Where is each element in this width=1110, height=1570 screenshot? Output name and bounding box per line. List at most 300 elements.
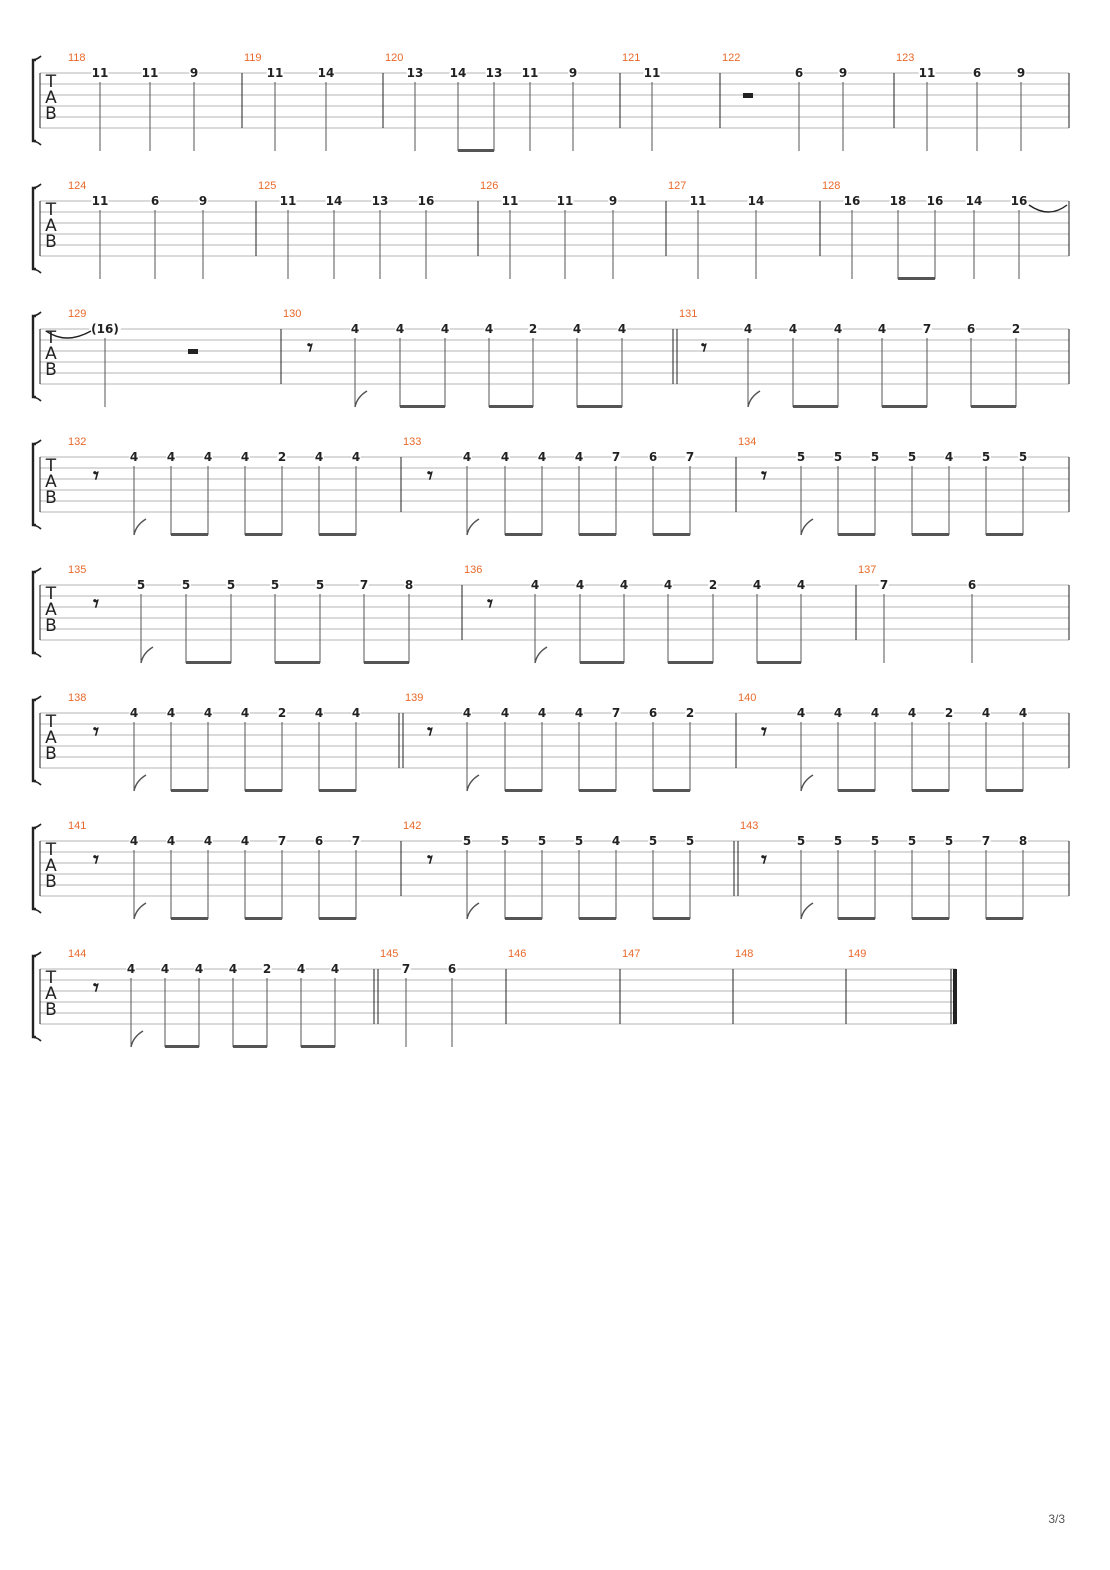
tab-clef-letter: T bbox=[45, 456, 57, 476]
measure-number: 133 bbox=[403, 436, 422, 448]
system-bracket bbox=[33, 572, 36, 653]
beam bbox=[364, 661, 409, 664]
beam bbox=[838, 533, 875, 536]
eighth-flag bbox=[134, 903, 146, 919]
fret-number: 6 bbox=[150, 194, 160, 208]
fret-number: 5 bbox=[648, 834, 658, 848]
fret-number: 7 bbox=[611, 450, 621, 464]
bracket-hook-bottom bbox=[33, 141, 41, 145]
fret-number: 2 bbox=[262, 962, 272, 976]
fret-number: 4 bbox=[228, 962, 238, 976]
fret-number: 11 bbox=[91, 66, 109, 80]
measure-number: 147 bbox=[622, 948, 641, 960]
fret-number: 4 bbox=[572, 322, 582, 336]
beam bbox=[505, 917, 542, 920]
eighth-flag bbox=[535, 647, 547, 663]
fret-number: 4 bbox=[129, 834, 139, 848]
beam bbox=[489, 405, 533, 408]
fret-number: 4 bbox=[574, 450, 584, 464]
tab-clef-letter: B bbox=[45, 1000, 57, 1020]
eighth-rest: 𝄾 bbox=[761, 848, 767, 873]
tab-system bbox=[33, 564, 1069, 664]
fret-number: 2 bbox=[528, 322, 538, 336]
fret-number: 5 bbox=[315, 578, 325, 592]
fret-number: 5 bbox=[907, 834, 917, 848]
fret-number: 4 bbox=[351, 706, 361, 720]
tab-clef-letter: A bbox=[45, 344, 57, 364]
beam bbox=[838, 917, 875, 920]
measure-number: 139 bbox=[405, 692, 424, 704]
measure-number: 119 bbox=[244, 52, 262, 64]
fret-number: 4 bbox=[611, 834, 621, 848]
eighth-rest: 𝄾 bbox=[761, 464, 767, 489]
beam bbox=[653, 917, 690, 920]
measure-number: 123 bbox=[896, 52, 915, 64]
beam bbox=[577, 405, 622, 408]
fret-number: 13 bbox=[485, 66, 503, 80]
fret-number: 5 bbox=[1018, 450, 1028, 464]
eighth-flag bbox=[134, 775, 146, 791]
eighth-rest: 𝄾 bbox=[93, 976, 99, 1001]
tab-system bbox=[33, 308, 1069, 408]
fret-number: 5 bbox=[907, 450, 917, 464]
measure-number: 128 bbox=[822, 180, 841, 192]
fret-number: 4 bbox=[752, 578, 762, 592]
bracket-hook-top bbox=[33, 568, 41, 572]
fret-number: 4 bbox=[833, 706, 843, 720]
fret-number: 9 bbox=[608, 194, 618, 208]
fret-number: 16 bbox=[926, 194, 944, 208]
fret-number: 5 bbox=[537, 834, 547, 848]
fret-number: 5 bbox=[462, 834, 472, 848]
half-rest bbox=[743, 93, 753, 98]
fret-number: 5 bbox=[833, 450, 843, 464]
fret-number: 5 bbox=[226, 578, 236, 592]
fret-number: 5 bbox=[833, 834, 843, 848]
fret-number: 4 bbox=[574, 706, 584, 720]
tab-clef-letter: A bbox=[45, 856, 57, 876]
beam bbox=[986, 789, 1023, 792]
fret-number: 2 bbox=[277, 450, 287, 464]
bracket-hook-top bbox=[33, 696, 41, 700]
tab-clef-letter: B bbox=[45, 744, 57, 764]
fret-number: 14 bbox=[317, 66, 335, 80]
tab-clef-letter: T bbox=[45, 72, 57, 92]
eighth-rest: 𝄾 bbox=[701, 336, 707, 361]
beam bbox=[579, 533, 616, 536]
fret-number: 6 bbox=[648, 706, 658, 720]
fret-number: 7 bbox=[277, 834, 287, 848]
tab-clef-letter: T bbox=[45, 584, 57, 604]
fret-number: 4 bbox=[575, 578, 585, 592]
eighth-rest: 𝄾 bbox=[427, 720, 433, 745]
fret-number: 18 bbox=[889, 194, 907, 208]
fret-number: 11 bbox=[689, 194, 707, 208]
beam bbox=[793, 405, 838, 408]
measure-number: 142 bbox=[403, 820, 422, 832]
beam bbox=[171, 789, 208, 792]
fret-number: 5 bbox=[136, 578, 146, 592]
beam bbox=[245, 789, 282, 792]
fret-number: 4 bbox=[240, 834, 250, 848]
measure-number: 137 bbox=[858, 564, 877, 576]
fret-number: 2 bbox=[685, 706, 695, 720]
bracket-hook-bottom bbox=[33, 525, 41, 529]
page-number: 3/3 bbox=[1048, 1512, 1065, 1526]
tab-clef-letter: B bbox=[45, 232, 57, 252]
bracket-hook-bottom bbox=[33, 653, 41, 657]
fret-number: 4 bbox=[944, 450, 954, 464]
fret-number: 2 bbox=[708, 578, 718, 592]
fret-number: 16 bbox=[843, 194, 861, 208]
half-rest bbox=[188, 349, 198, 354]
fret-number: 7 bbox=[401, 962, 411, 976]
fret-number: 4 bbox=[462, 450, 472, 464]
fret-number: 7 bbox=[351, 834, 361, 848]
tab-system bbox=[33, 180, 1069, 280]
beam bbox=[245, 917, 282, 920]
fret-number: 14 bbox=[325, 194, 343, 208]
fret-number: 11 bbox=[91, 194, 109, 208]
fret-number: 4 bbox=[530, 578, 540, 592]
fret-number: 6 bbox=[447, 962, 457, 976]
bracket-hook-top bbox=[33, 824, 41, 828]
system-bracket bbox=[33, 828, 36, 909]
eighth-flag bbox=[801, 519, 813, 535]
fret-number: 16 bbox=[1010, 194, 1028, 208]
fret-number: 13 bbox=[406, 66, 424, 80]
measure-number: 126 bbox=[480, 180, 499, 192]
beam bbox=[912, 917, 949, 920]
tab-clef-letter: B bbox=[45, 616, 57, 636]
system-bracket bbox=[33, 60, 36, 141]
fret-number: 5 bbox=[944, 834, 954, 848]
fret-number: 4 bbox=[440, 322, 450, 336]
fret-number: 9 bbox=[838, 66, 848, 80]
fret-number: 4 bbox=[743, 322, 753, 336]
fret-number: 4 bbox=[166, 834, 176, 848]
beam bbox=[275, 661, 320, 664]
fret-number: (16) bbox=[91, 322, 119, 336]
eighth-rest: 𝄾 bbox=[761, 720, 767, 745]
tab-clef-letter: B bbox=[45, 104, 57, 124]
measure-number: 124 bbox=[68, 180, 87, 192]
fret-number: 14 bbox=[965, 194, 983, 208]
eighth-flag bbox=[801, 903, 813, 919]
tab-clef-letter: B bbox=[45, 488, 57, 508]
fret-number: 5 bbox=[981, 450, 991, 464]
fret-number: 4 bbox=[617, 322, 627, 336]
bracket-hook-bottom bbox=[33, 397, 41, 401]
beam bbox=[668, 661, 713, 664]
eighth-flag bbox=[141, 647, 153, 663]
fret-number: 7 bbox=[981, 834, 991, 848]
fret-number: 4 bbox=[537, 450, 547, 464]
fret-number: 4 bbox=[500, 706, 510, 720]
fret-number: 4 bbox=[907, 706, 917, 720]
fret-number: 14 bbox=[449, 66, 467, 80]
fret-number: 5 bbox=[796, 834, 806, 848]
eighth-rest: 𝄾 bbox=[93, 720, 99, 745]
measure-number: 129 bbox=[68, 308, 87, 320]
fret-number: 14 bbox=[747, 194, 765, 208]
system-bracket bbox=[33, 188, 36, 269]
fret-number: 4 bbox=[203, 834, 213, 848]
fret-number: 4 bbox=[484, 322, 494, 336]
eighth-rest: 𝄾 bbox=[307, 336, 313, 361]
bracket-hook-top bbox=[33, 56, 41, 60]
fret-number: 4 bbox=[240, 706, 250, 720]
fret-number: 4 bbox=[870, 706, 880, 720]
beam bbox=[838, 789, 875, 792]
beam bbox=[898, 277, 935, 280]
fret-number: 16 bbox=[417, 194, 435, 208]
fret-number: 4 bbox=[796, 578, 806, 592]
beam bbox=[319, 533, 356, 536]
fret-number: 11 bbox=[643, 66, 661, 80]
beam bbox=[580, 661, 624, 664]
measure-number: 122 bbox=[722, 52, 741, 64]
fret-number: 6 bbox=[967, 578, 977, 592]
beam bbox=[653, 789, 690, 792]
fret-number: 4 bbox=[788, 322, 798, 336]
fret-number: 4 bbox=[166, 706, 176, 720]
tab-system bbox=[33, 436, 1069, 536]
fret-number: 4 bbox=[1018, 706, 1028, 720]
bracket-hook-bottom bbox=[33, 1037, 41, 1041]
measure-number: 121 bbox=[622, 52, 641, 64]
tab-clef-letter: A bbox=[45, 88, 57, 108]
beam bbox=[400, 405, 445, 408]
beam bbox=[319, 917, 356, 920]
fret-number: 4 bbox=[877, 322, 887, 336]
fret-number: 7 bbox=[611, 706, 621, 720]
eighth-rest: 𝄾 bbox=[487, 592, 493, 617]
fret-number: 8 bbox=[404, 578, 414, 592]
fret-number: 4 bbox=[126, 962, 136, 976]
fret-number: 9 bbox=[189, 66, 199, 80]
fret-number: 4 bbox=[462, 706, 472, 720]
fret-number: 11 bbox=[556, 194, 574, 208]
eighth-rest: 𝄾 bbox=[93, 848, 99, 873]
beam bbox=[171, 533, 208, 536]
final-barline-thick bbox=[953, 969, 957, 1024]
fret-number: 5 bbox=[181, 578, 191, 592]
fret-number: 11 bbox=[521, 66, 539, 80]
tab-clef-letter: T bbox=[45, 712, 57, 732]
fret-number: 6 bbox=[314, 834, 324, 848]
measure-number: 141 bbox=[68, 820, 87, 832]
fret-number: 5 bbox=[870, 450, 880, 464]
measure-number: 143 bbox=[740, 820, 759, 832]
measure-number: 148 bbox=[735, 948, 754, 960]
fret-number: 4 bbox=[395, 322, 405, 336]
fret-number: 11 bbox=[279, 194, 297, 208]
tab-clef-letter: A bbox=[45, 472, 57, 492]
beam bbox=[505, 533, 542, 536]
fret-number: 6 bbox=[648, 450, 658, 464]
eighth-rest: 𝄾 bbox=[93, 464, 99, 489]
system-bracket bbox=[33, 316, 36, 397]
fret-number: 2 bbox=[944, 706, 954, 720]
beam bbox=[986, 533, 1023, 536]
measure-number: 144 bbox=[68, 948, 87, 960]
eighth-flag bbox=[801, 775, 813, 791]
beam bbox=[882, 405, 927, 408]
fret-number: 4 bbox=[330, 962, 340, 976]
fret-number: 4 bbox=[240, 450, 250, 464]
system-bracket bbox=[33, 444, 36, 525]
tab-system bbox=[33, 820, 1069, 920]
measure-number: 135 bbox=[68, 564, 87, 576]
fret-number: 4 bbox=[129, 450, 139, 464]
fret-number: 4 bbox=[194, 962, 204, 976]
measure-number: 136 bbox=[464, 564, 483, 576]
bracket-hook-top bbox=[33, 440, 41, 444]
eighth-flag bbox=[131, 1031, 143, 1047]
fret-number: 11 bbox=[501, 194, 519, 208]
fret-number: 9 bbox=[198, 194, 208, 208]
measure-number: 130 bbox=[283, 308, 302, 320]
tab-system bbox=[33, 692, 1069, 792]
fret-number: 11 bbox=[918, 66, 936, 80]
beam bbox=[653, 533, 690, 536]
fret-number: 5 bbox=[270, 578, 280, 592]
fret-number: 4 bbox=[833, 322, 843, 336]
bracket-hook-bottom bbox=[33, 269, 41, 273]
eighth-flag bbox=[467, 775, 479, 791]
beam bbox=[319, 789, 356, 792]
fret-number: 4 bbox=[314, 706, 324, 720]
beam bbox=[579, 917, 616, 920]
measure-number: 131 bbox=[679, 308, 698, 320]
fret-number: 7 bbox=[359, 578, 369, 592]
measure-number: 125 bbox=[258, 180, 277, 192]
fret-number: 4 bbox=[619, 578, 629, 592]
bracket-hook-top bbox=[33, 184, 41, 188]
beam bbox=[505, 789, 542, 792]
fret-number: 5 bbox=[500, 834, 510, 848]
eighth-flag bbox=[355, 391, 367, 407]
eighth-flag bbox=[467, 519, 479, 535]
fret-number: 7 bbox=[685, 450, 695, 464]
beam bbox=[912, 533, 949, 536]
beam bbox=[186, 661, 231, 664]
measure-number: 140 bbox=[738, 692, 757, 704]
tab-clef-letter: T bbox=[45, 968, 57, 988]
tab-clef-letter: B bbox=[45, 872, 57, 892]
fret-number: 4 bbox=[351, 450, 361, 464]
tab-system bbox=[33, 948, 957, 1048]
fret-number: 4 bbox=[166, 450, 176, 464]
beam bbox=[245, 533, 282, 536]
eighth-rest: 𝄾 bbox=[93, 592, 99, 617]
fret-number: 4 bbox=[129, 706, 139, 720]
bracket-hook-top bbox=[33, 952, 41, 956]
tab-clef-letter: A bbox=[45, 728, 57, 748]
fret-number: 4 bbox=[296, 962, 306, 976]
beam bbox=[458, 149, 494, 152]
tab-clef-letter: T bbox=[45, 328, 57, 348]
fret-number: 4 bbox=[160, 962, 170, 976]
fret-number: 9 bbox=[1016, 66, 1026, 80]
fret-number: 5 bbox=[685, 834, 695, 848]
beam bbox=[165, 1045, 199, 1048]
beam bbox=[912, 789, 949, 792]
tab-system bbox=[33, 52, 1069, 152]
measure-number: 134 bbox=[738, 436, 757, 448]
beam bbox=[171, 917, 208, 920]
fret-number: 4 bbox=[314, 450, 324, 464]
eighth-rest: 𝄾 bbox=[427, 848, 433, 873]
beam bbox=[301, 1045, 335, 1048]
measure-number: 120 bbox=[385, 52, 404, 64]
eighth-flag bbox=[134, 519, 146, 535]
fret-number: 4 bbox=[663, 578, 673, 592]
fret-number: 4 bbox=[350, 322, 360, 336]
fret-number: 4 bbox=[203, 450, 213, 464]
bracket-hook-bottom bbox=[33, 781, 41, 785]
eighth-flag bbox=[467, 903, 479, 919]
system-bracket bbox=[33, 956, 36, 1037]
fret-number: 6 bbox=[966, 322, 976, 336]
bracket-hook-bottom bbox=[33, 909, 41, 913]
fret-number: 2 bbox=[277, 706, 287, 720]
beam bbox=[971, 405, 1016, 408]
measure-number: 132 bbox=[68, 436, 87, 448]
tab-clef-letter: A bbox=[45, 600, 57, 620]
measure-number: 149 bbox=[848, 948, 867, 960]
fret-number: 6 bbox=[972, 66, 982, 80]
fret-number: 4 bbox=[500, 450, 510, 464]
beam bbox=[579, 789, 616, 792]
tab-clef-letter: A bbox=[45, 984, 57, 1004]
fret-number: 11 bbox=[266, 66, 284, 80]
measure-number: 146 bbox=[508, 948, 527, 960]
beam bbox=[757, 661, 801, 664]
fret-number: 4 bbox=[981, 706, 991, 720]
fret-number: 5 bbox=[574, 834, 584, 848]
fret-number: 7 bbox=[922, 322, 932, 336]
fret-number: 7 bbox=[879, 578, 889, 592]
beam bbox=[986, 917, 1023, 920]
eighth-flag bbox=[748, 391, 760, 407]
fret-number: 13 bbox=[371, 194, 389, 208]
fret-number: 6 bbox=[794, 66, 804, 80]
fret-number: 11 bbox=[141, 66, 159, 80]
tab-clef-letter: A bbox=[45, 216, 57, 236]
measure-number: 118 bbox=[68, 52, 86, 64]
fret-number: 5 bbox=[870, 834, 880, 848]
fret-number: 5 bbox=[796, 450, 806, 464]
measure-number: 145 bbox=[380, 948, 399, 960]
fret-number: 2 bbox=[1011, 322, 1021, 336]
measure-number: 138 bbox=[68, 692, 87, 704]
measure-number: 127 bbox=[668, 180, 687, 192]
eighth-rest: 𝄾 bbox=[427, 464, 433, 489]
fret-number: 4 bbox=[537, 706, 547, 720]
tie-arc bbox=[1029, 205, 1067, 212]
system-bracket bbox=[33, 700, 36, 781]
tab-clef-letter: T bbox=[45, 840, 57, 860]
beam bbox=[233, 1045, 267, 1048]
fret-number: 4 bbox=[203, 706, 213, 720]
fret-number: 8 bbox=[1018, 834, 1028, 848]
tab-clef-letter: B bbox=[45, 360, 57, 380]
tab-clef-letter: T bbox=[45, 200, 57, 220]
fret-number: 4 bbox=[796, 706, 806, 720]
bracket-hook-top bbox=[33, 312, 41, 316]
